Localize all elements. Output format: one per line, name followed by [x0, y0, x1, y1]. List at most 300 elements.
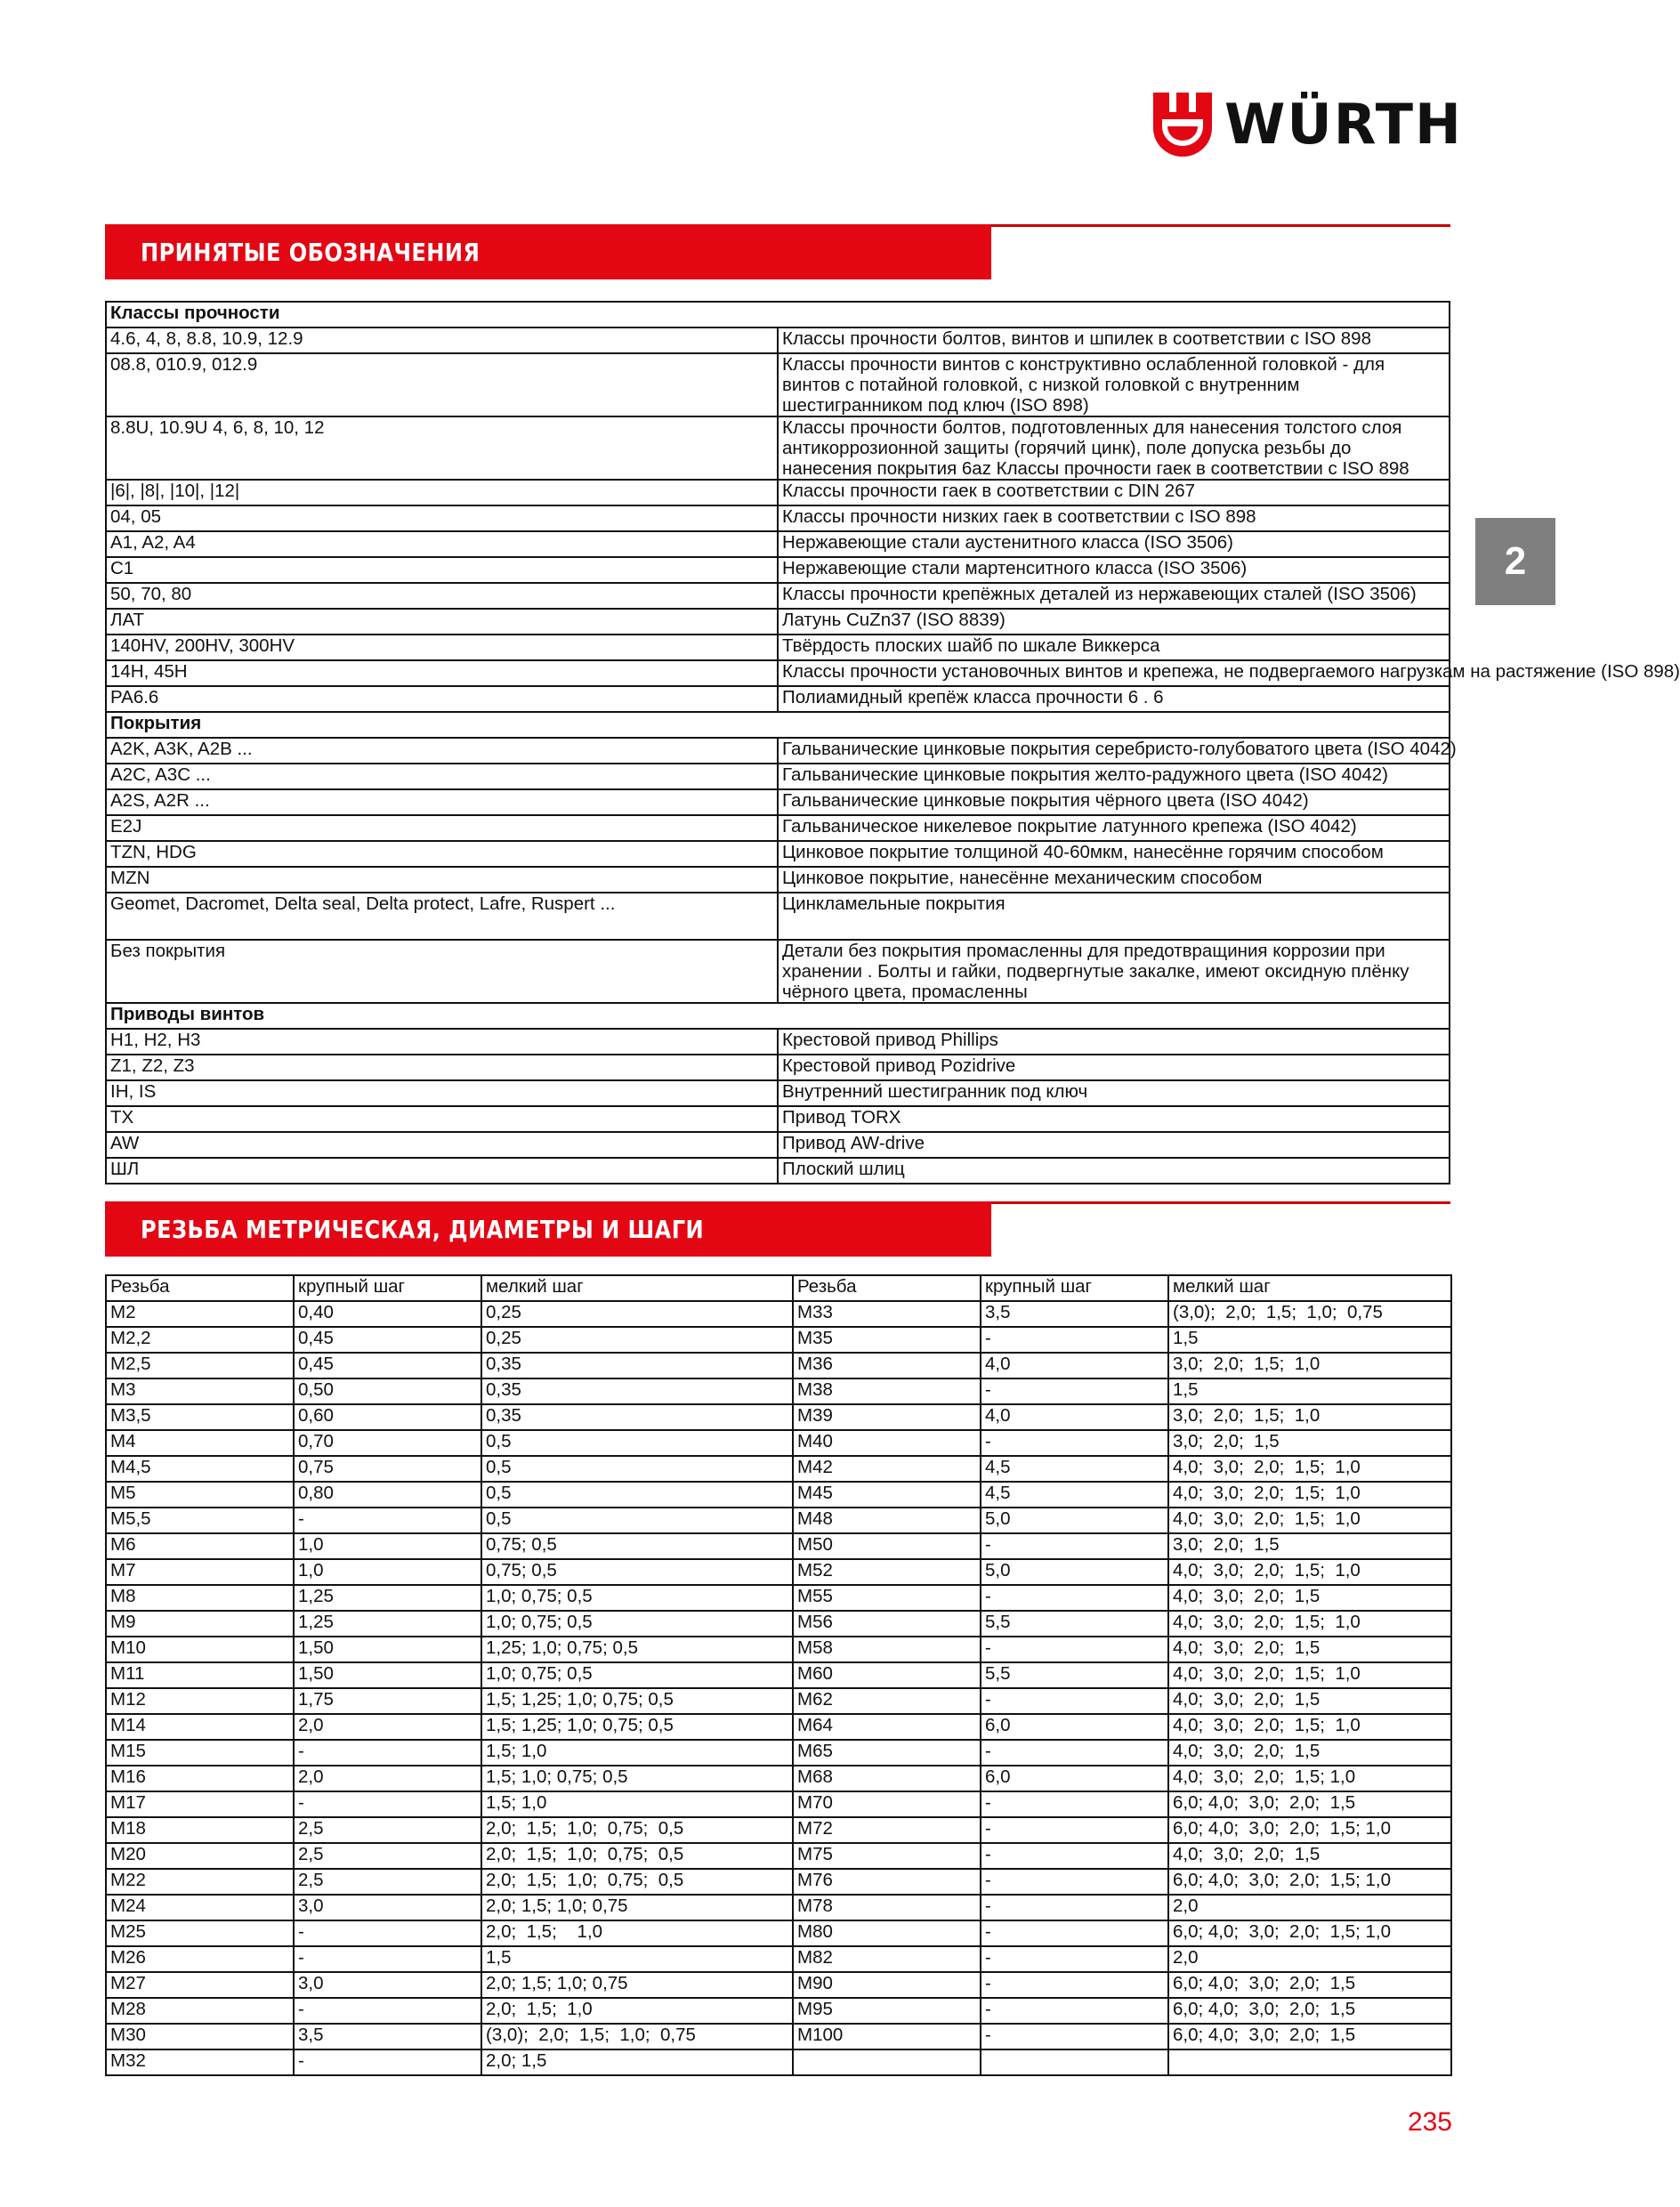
thread-cell: M52 — [793, 1559, 981, 1585]
thread-cell: - — [294, 1998, 481, 2024]
legend-row — [106, 738, 1450, 764]
legend-row — [106, 353, 1450, 416]
thread-cell: M3,5 — [106, 1404, 294, 1430]
thread-cell: 1,25 — [294, 1611, 481, 1637]
thread-cell: - — [981, 1740, 1168, 1766]
thread-cell: M5 — [106, 1482, 294, 1508]
legend-description: Плоский шлиц — [778, 1158, 1450, 1184]
legend-row — [106, 531, 1450, 557]
legend-description: Внутренний шестигранник под ключ — [778, 1080, 1450, 1106]
thread-cell: M5,5 — [106, 1508, 294, 1533]
thread-cell: 4,0; 3,0; 2,0; 1,5; 1,0 — [1168, 1559, 1451, 1585]
thread-cell: M80 — [793, 1920, 981, 1946]
thread-cell: - — [981, 1791, 1168, 1817]
thread-cell: 3,0; 2,0; 1,5 — [1168, 1430, 1451, 1456]
thread-row — [106, 1714, 1451, 1740]
thread-cell: M4 — [106, 1430, 294, 1456]
legend-description: Гальванические цинковые покрытия чёрного цвета (ISO 4042) — [778, 789, 1450, 815]
legend-description: Цинкламельные покрытия — [778, 893, 1450, 940]
thread-cell: 4,0; 3,0; 2,0; 1,5 — [1168, 1688, 1451, 1714]
legend-code: A2K, A3K, A2B ... — [106, 738, 778, 764]
legend-row — [106, 1055, 1450, 1080]
thread-cell: 1,50 — [294, 1662, 481, 1688]
legend-group-row — [106, 712, 1450, 738]
thread-cell: 0,80 — [294, 1482, 481, 1508]
legend-row — [106, 557, 1450, 583]
thread-table-body — [106, 1301, 1451, 2075]
thread-cell: 1,25 — [294, 1585, 481, 1611]
thread-table — [105, 1274, 1452, 2076]
thread-cell: 2,0 — [294, 1714, 481, 1740]
thread-cell: 4,0; 3,0; 2,0; 1,5; 1,0 — [1168, 1456, 1451, 1482]
legend-code: 04, 05 — [106, 505, 778, 531]
thread-cell: M36 — [793, 1353, 981, 1378]
thread-row — [106, 1533, 1451, 1559]
legend-description: Твёрдость плоских шайб по шкале Виккерса — [778, 635, 1450, 660]
thread-cell: 0,75 — [294, 1456, 481, 1482]
legend-code: A2S, A2R ... — [106, 789, 778, 815]
thread-row — [106, 1585, 1451, 1611]
header-cell: крупный шаг — [294, 1275, 481, 1301]
thread-cell: 4,0; 3,0; 2,0; 1,5 — [1168, 1585, 1451, 1611]
legend-group-row — [106, 302, 1450, 327]
thread-cell: 3,0; 2,0; 1,5; 1,0 — [1168, 1404, 1451, 1430]
legend-table — [105, 301, 1680, 1184]
thread-cell: 3,5 — [294, 2024, 481, 2049]
thread-cell: M33 — [793, 1301, 981, 1327]
legend-description: Классы прочности винтов с конструктивно ослабленной головкой - для винтов с потайной головкой, с низкой головкой с внутренним шестигранником под ключ (ISO 898) — [778, 353, 1450, 416]
thread-cell: M12 — [106, 1688, 294, 1714]
legend-row — [106, 505, 1450, 531]
thread-cell: 2,0; 1,5; 1,0; 0,75; 0,5 — [481, 1869, 793, 1895]
thread-cell: M39 — [793, 1404, 981, 1430]
legend-description: Полиамидный крепёж класса прочности 6 . 6 — [778, 686, 1450, 712]
thread-cell: 2,0 — [1168, 1895, 1451, 1920]
legend-row — [106, 1132, 1450, 1158]
thread-cell — [793, 2049, 981, 2075]
thread-cell: 0,75; 0,5 — [481, 1559, 793, 1585]
thread-cell: M24 — [106, 1895, 294, 1920]
thread-cell: - — [981, 1843, 1168, 1869]
thread-row — [106, 1740, 1451, 1766]
legend-code: 140HV, 200HV, 300HV — [106, 635, 778, 660]
thread-cell: 4,5 — [981, 1456, 1168, 1482]
legend-row — [106, 867, 1450, 893]
thread-cell: M58 — [793, 1637, 981, 1662]
legend-group-row — [106, 1003, 1450, 1029]
page-number: 235 — [1407, 2107, 1452, 2137]
thread-cell: 0,45 — [294, 1353, 481, 1378]
legend-row — [106, 893, 1450, 940]
legend-row — [106, 583, 1450, 609]
header-bar — [105, 224, 991, 279]
thread-cell: M72 — [793, 1817, 981, 1843]
thread-cell: M8 — [106, 1585, 294, 1611]
thread-row — [106, 1508, 1451, 1533]
legend-code: 4.6, 4, 8, 8.8, 10.9, 12.9 — [106, 327, 778, 353]
legend-code: C1 — [106, 557, 778, 583]
thread-cell: 1,5 — [1168, 1378, 1451, 1404]
legend-code: TZN, HDG — [106, 841, 778, 867]
thread-cell: M27 — [106, 1972, 294, 1998]
thread-cell: 1,5 — [481, 1946, 793, 1972]
thread-cell: 6,0; 4,0; 3,0; 2,0; 1,5 — [1168, 1972, 1451, 1998]
legend-row — [106, 327, 1450, 353]
header-cell: крупный шаг — [981, 1275, 1168, 1301]
thread-cell: 4,0; 3,0; 2,0; 1,5; 1,0 — [1168, 1611, 1451, 1637]
thread-cell: 4,0; 3,0; 2,0; 1,5; 1,0 — [1168, 1662, 1451, 1688]
thread-cell: M2,2 — [106, 1327, 294, 1353]
thread-cell: 2,0; 1,5; 1,0 — [481, 1998, 793, 2024]
thread-cell: M95 — [793, 1998, 981, 2024]
legend-description: Гальваническое никелевое покрытие латунного крепежа (ISO 4042) — [778, 815, 1450, 841]
thread-cell: 5,5 — [981, 1662, 1168, 1688]
thread-cell: 0,50 — [294, 1378, 481, 1404]
thread-cell: - — [294, 1508, 481, 1533]
legend-code: Geomet, Dacromet, Delta seal, Delta protect, Lafre, Ruspert ... — [106, 893, 778, 940]
header-bar — [105, 1201, 991, 1257]
legend-row — [106, 789, 1450, 815]
legend-row — [106, 841, 1450, 867]
thread-cell: M82 — [793, 1946, 981, 1972]
thread-cell: M38 — [793, 1378, 981, 1404]
thread-cell: 6,0; 4,0; 3,0; 2,0; 1,5 — [1168, 1998, 1451, 2024]
thread-row — [106, 1791, 1451, 1817]
thread-cell: 4,0; 3,0; 2,0; 1,5 — [1168, 1637, 1451, 1662]
thread-cell: 2,0; 1,5; 1,0; 0,75 — [481, 1895, 793, 1920]
thread-cell: 4,0 — [981, 1353, 1168, 1378]
legend-section-header — [105, 224, 1450, 279]
legend-description: Цинковое покрытие, нанесённе механическим способом — [778, 867, 1450, 893]
thread-cell: 1,5; 1,0 — [481, 1740, 793, 1766]
thread-cell: 0,5 — [481, 1456, 793, 1482]
thread-cell: M30 — [106, 2024, 294, 2049]
thread-row — [106, 1662, 1451, 1688]
thread-cell: 4,0; 3,0; 2,0; 1,5 — [1168, 1740, 1451, 1766]
header-cell: мелкий шаг — [1168, 1275, 1451, 1301]
thread-row — [106, 1482, 1451, 1508]
thread-cell: - — [981, 2024, 1168, 2049]
thread-row — [106, 1920, 1451, 1946]
thread-cell: 4,5 — [981, 1482, 1168, 1508]
thread-row — [106, 1430, 1451, 1456]
thread-cell: 1,50 — [294, 1637, 481, 1662]
legend-description: Нержавеющие стали аустенитного класса (ISO 3506) — [778, 531, 1450, 557]
legend-row — [106, 764, 1450, 789]
thread-cell: 1,0 — [294, 1533, 481, 1559]
chapter-tab: 2 — [1475, 518, 1555, 605]
thread-cell: 2,0 — [1168, 1946, 1451, 1972]
thread-row — [106, 1611, 1451, 1637]
thread-section-header — [105, 1201, 1450, 1257]
legend-description: Детали без покрытия промасленны для предотвращиния коррозии при хранении . Болты и гайки, подвергнутые закалке, имеют оксидную плёнку чёрного цвета, промасленны — [778, 940, 1450, 1003]
thread-cell: 3,5 — [981, 1301, 1168, 1327]
thread-cell: M16 — [106, 1766, 294, 1791]
thread-cell: - — [294, 1920, 481, 1946]
thread-cell: M48 — [793, 1508, 981, 1533]
legend-row — [106, 1029, 1450, 1055]
thread-cell: 0,5 — [481, 1482, 793, 1508]
thread-cell: - — [294, 1791, 481, 1817]
thread-cell: M9 — [106, 1611, 294, 1637]
thread-cell: 4,0 — [981, 1404, 1168, 1430]
legend-code: 8.8U, 10.9U 4, 6, 8, 10, 12 — [106, 416, 778, 480]
thread-row — [106, 1637, 1451, 1662]
legend-code: E2J — [106, 815, 778, 841]
thread-cell: M90 — [793, 1972, 981, 1998]
legend-description: Классы прочности болтов, винтов и шпилек в соответствии с ISO 898 — [778, 327, 1450, 353]
thread-row — [106, 1301, 1451, 1327]
thread-row — [106, 1456, 1451, 1482]
thread-cell: - — [981, 1946, 1168, 1972]
legend-code: A2C, A3C ... — [106, 764, 778, 789]
thread-cell: 2,0; 1,5; 1,0; 0,75; 0,5 — [481, 1817, 793, 1843]
thread-cell: - — [981, 1998, 1168, 2024]
thread-row — [106, 1946, 1451, 1972]
thread-cell: - — [981, 1869, 1168, 1895]
thread-table-header-row — [106, 1275, 1451, 1301]
thread-row — [106, 1766, 1451, 1791]
thread-section-title: РЕЗЬБА МЕТРИЧЕСКАЯ, ДИАМЕТРЫ И ШАГИ — [141, 1214, 705, 1244]
thread-row — [106, 1869, 1451, 1895]
thread-cell: - — [981, 1895, 1168, 1920]
thread-cell: 2,5 — [294, 1817, 481, 1843]
thread-cell: M40 — [793, 1430, 981, 1456]
thread-cell: 2,0; 1,5; 1,0 — [481, 1920, 793, 1946]
legend-row — [106, 1158, 1450, 1184]
thread-cell: M75 — [793, 1843, 981, 1869]
legend-group-label: Покрытия — [106, 712, 1450, 738]
thread-cell: 3,0; 2,0; 1,5; 1,0 — [1168, 1353, 1451, 1378]
legend-code: IH, IS — [106, 1080, 778, 1106]
thread-cell: - — [981, 1972, 1168, 1998]
legend-description: Привод AW-drive — [778, 1132, 1450, 1158]
thread-cell: M25 — [106, 1920, 294, 1946]
thread-cell: M10 — [106, 1637, 294, 1662]
thread-cell: 5,5 — [981, 1611, 1168, 1637]
thread-cell: 0,35 — [481, 1378, 793, 1404]
thread-cell: M55 — [793, 1585, 981, 1611]
legend-description: Гальванические цинковые покрытия серебристо-голубоватого цвета (ISO 4042) — [778, 738, 1450, 764]
thread-cell: - — [981, 1378, 1168, 1404]
thread-cell: M4,5 — [106, 1456, 294, 1482]
legend-description: Крестовой привод Phillips — [778, 1029, 1450, 1055]
thread-cell: 1,0; 0,75; 0,5 — [481, 1611, 793, 1637]
thread-cell: (3,0); 2,0; 1,5; 1,0; 0,75 — [1168, 1301, 1451, 1327]
thread-cell: 3,0; 2,0; 1,5 — [1168, 1533, 1451, 1559]
thread-cell: M42 — [793, 1456, 981, 1482]
thread-cell: M20 — [106, 1843, 294, 1869]
legend-description: Нержавеющие стали мартенситного класса (ISO 3506) — [778, 557, 1450, 583]
thread-cell: 0,75; 0,5 — [481, 1533, 793, 1559]
thread-cell: 6,0; 4,0; 3,0; 2,0; 1,5 — [1168, 1791, 1451, 1817]
thread-cell: 0,35 — [481, 1353, 793, 1378]
thread-cell: (3,0); 2,0; 1,5; 1,0; 0,75 — [481, 2024, 793, 2049]
legend-description: Классы прочности болтов, подготовленных для нанесения толстого слоя антикоррозионной защиты (горячий цинк), поле допуска резьбы до нанесения покрытия 6az Классы прочности гаек в соответствии с ISO 898 — [778, 416, 1450, 480]
thread-cell: 1,0 — [294, 1559, 481, 1585]
legend-description: Классы прочности крепёжных деталей из нержавеющих сталей (ISO 3506) — [778, 583, 1450, 609]
thread-row — [106, 1327, 1451, 1353]
thread-cell: 2,0 — [294, 1766, 481, 1791]
legend-table-body — [106, 302, 1680, 1184]
thread-cell: 1,5; 1,0 — [481, 1791, 793, 1817]
wurth-logo — [1153, 93, 1463, 157]
legend-row — [106, 416, 1450, 480]
legend-code: |6|, |8|, |10|, |12| — [106, 480, 778, 505]
thread-cell: 1,5; 1,25; 1,0; 0,75; 0,5 — [481, 1688, 793, 1714]
thread-cell: - — [981, 1533, 1168, 1559]
thread-cell: - — [981, 1817, 1168, 1843]
thread-cell: M2,5 — [106, 1353, 294, 1378]
legend-description: Классы прочности гаек в соответствии с DIN 267 — [778, 480, 1450, 505]
legend-row — [106, 686, 1450, 712]
header-cell: Резьба — [793, 1275, 981, 1301]
thread-cell: M15 — [106, 1740, 294, 1766]
legend-description: Гальванические цинковые покрытия желто-радужного цвета (ISO 4042) — [778, 764, 1450, 789]
legend-section-title: ПРИНЯТЫЕ ОБОЗНАЧЕНИЯ — [141, 237, 481, 267]
thread-cell: 4,0; 3,0; 2,0; 1,5; 1,0 — [1168, 1714, 1451, 1740]
legend-row — [106, 1106, 1450, 1132]
thread-cell: M6 — [106, 1533, 294, 1559]
wurth-logo-icon — [1153, 93, 1212, 157]
thread-row — [106, 1972, 1451, 1998]
thread-cell: 0,70 — [294, 1430, 481, 1456]
thread-cell: 0,45 — [294, 1327, 481, 1353]
thread-cell: 4,0; 3,0; 2,0; 1,5; 1,0 — [1168, 1508, 1451, 1533]
thread-cell: 1,0; 0,75; 0,5 — [481, 1662, 793, 1688]
thread-cell: M60 — [793, 1662, 981, 1688]
thread-cell: - — [294, 1740, 481, 1766]
thread-cell: - — [981, 1430, 1168, 1456]
thread-cell: 0,40 — [294, 1301, 481, 1327]
thread-cell: 6,0; 4,0; 3,0; 2,0; 1,5; 1,0 — [1168, 1869, 1451, 1895]
thread-cell: 1,25; 1,0; 0,75; 0,5 — [481, 1637, 793, 1662]
thread-cell: M35 — [793, 1327, 981, 1353]
thread-cell: M45 — [793, 1482, 981, 1508]
legend-code: Z1, Z2, Z3 — [106, 1055, 778, 1080]
thread-cell: 5,0 — [981, 1559, 1168, 1585]
thread-cell: 0,25 — [481, 1327, 793, 1353]
header-cell: мелкий шаг — [481, 1275, 793, 1301]
thread-cell: M100 — [793, 2024, 981, 2049]
thread-cell: M50 — [793, 1533, 981, 1559]
legend-row — [106, 660, 1450, 686]
legend-row — [106, 1080, 1450, 1106]
legend-group-label: Классы прочности — [106, 302, 1450, 327]
thread-cell: M64 — [793, 1714, 981, 1740]
thread-cell: M18 — [106, 1817, 294, 1843]
thread-cell: M11 — [106, 1662, 294, 1688]
legend-code: A1, A2, A4 — [106, 531, 778, 557]
thread-cell: 0,25 — [481, 1301, 793, 1327]
thread-cell: M17 — [106, 1791, 294, 1817]
thread-row — [106, 1688, 1451, 1714]
legend-row — [106, 635, 1450, 660]
legend-code: PA6.6 — [106, 686, 778, 712]
thread-cell: 6,0; 4,0; 3,0; 2,0; 1,5; 1,0 — [1168, 1920, 1451, 1946]
thread-cell: - — [981, 1688, 1168, 1714]
thread-cell — [1168, 2049, 1451, 2075]
thread-cell: M65 — [793, 1740, 981, 1766]
legend-code: H1, H2, H3 — [106, 1029, 778, 1055]
thread-cell: M14 — [106, 1714, 294, 1740]
thread-cell: M28 — [106, 1998, 294, 2024]
thread-cell: - — [981, 1585, 1168, 1611]
thread-cell: M32 — [106, 2049, 294, 2075]
legend-code: 14H, 45H — [106, 660, 778, 686]
thread-cell: 2,5 — [294, 1869, 481, 1895]
legend-description: Крестовой привод Pozidrive — [778, 1055, 1450, 1080]
thread-cell: - — [294, 2049, 481, 2075]
thread-cell: M3 — [106, 1378, 294, 1404]
legend-description: Латунь CuZn37 (ISO 8839) — [778, 609, 1450, 635]
thread-cell: M26 — [106, 1946, 294, 1972]
thread-cell: 4,0; 3,0; 2,0; 1,5; 1,0 — [1168, 1766, 1451, 1791]
legend-description: Классы прочности низких гаек в соответствии с ISO 898 — [778, 505, 1450, 531]
thread-row — [106, 1559, 1451, 1585]
legend-code: MZN — [106, 867, 778, 893]
thread-cell — [981, 2049, 1168, 2075]
thread-cell: M7 — [106, 1559, 294, 1585]
thread-cell: 1,5 — [1168, 1327, 1451, 1353]
thread-cell: 3,0 — [294, 1895, 481, 1920]
thread-cell: 0,5 — [481, 1430, 793, 1456]
legend-code: ШЛ — [106, 1158, 778, 1184]
legend-code: ЛАТ — [106, 609, 778, 635]
thread-row — [106, 2049, 1451, 2075]
thread-cell: - — [981, 1327, 1168, 1353]
thread-cell: 2,0; 1,5; 1,0; 0,75; 0,5 — [481, 1843, 793, 1869]
thread-cell: 6,0 — [981, 1714, 1168, 1740]
legend-code: Без покрытия — [106, 940, 778, 1003]
thread-cell: M76 — [793, 1869, 981, 1895]
brand-name: WÜRTH — [1224, 92, 1463, 157]
thread-cell: 4,0; 3,0; 2,0; 1,5 — [1168, 1843, 1451, 1869]
legend-row — [106, 815, 1450, 841]
thread-cell: 0,5 — [481, 1508, 793, 1533]
header-cell: Резьба — [106, 1275, 294, 1301]
thread-cell: 6,0 — [981, 1766, 1168, 1791]
thread-row — [106, 1817, 1451, 1843]
legend-row — [106, 480, 1450, 505]
legend-code: 08.8, 010.9, 012.9 — [106, 353, 778, 416]
legend-code: TX — [106, 1106, 778, 1132]
legend-description: Цинковое покрытие толщиной 40-60мкм, нанесённе горячим способом — [778, 841, 1450, 867]
thread-cell: 2,0; 1,5 — [481, 2049, 793, 2075]
legend-code: AW — [106, 1132, 778, 1158]
legend-row — [106, 609, 1450, 635]
thread-cell: 2,5 — [294, 1843, 481, 1869]
thread-cell: 3,0 — [294, 1972, 481, 1998]
thread-cell: M56 — [793, 1611, 981, 1637]
legend-group-label: Приводы винтов — [106, 1003, 1450, 1029]
thread-cell: 1,5; 1,25; 1,0; 0,75; 0,5 — [481, 1714, 793, 1740]
thread-cell: M2 — [106, 1301, 294, 1327]
thread-cell: - — [981, 1920, 1168, 1946]
thread-cell: - — [294, 1946, 481, 1972]
thread-cell: M62 — [793, 1688, 981, 1714]
thread-cell: 4,0; 3,0; 2,0; 1,5; 1,0 — [1168, 1482, 1451, 1508]
thread-cell: 6,0; 4,0; 3,0; 2,0; 1,5; 1,0 — [1168, 1817, 1451, 1843]
thread-cell: 0,35 — [481, 1404, 793, 1430]
thread-row — [106, 1843, 1451, 1869]
legend-description: Классы прочности установочных винтов и крепежа, не подвергаемого нагрузкам на растяжение (ISO 898) — [778, 660, 1450, 686]
thread-cell: M22 — [106, 1869, 294, 1895]
thread-row — [106, 1353, 1451, 1378]
thread-cell: 0,60 — [294, 1404, 481, 1430]
legend-row — [106, 940, 1450, 1003]
thread-row — [106, 1378, 1451, 1404]
